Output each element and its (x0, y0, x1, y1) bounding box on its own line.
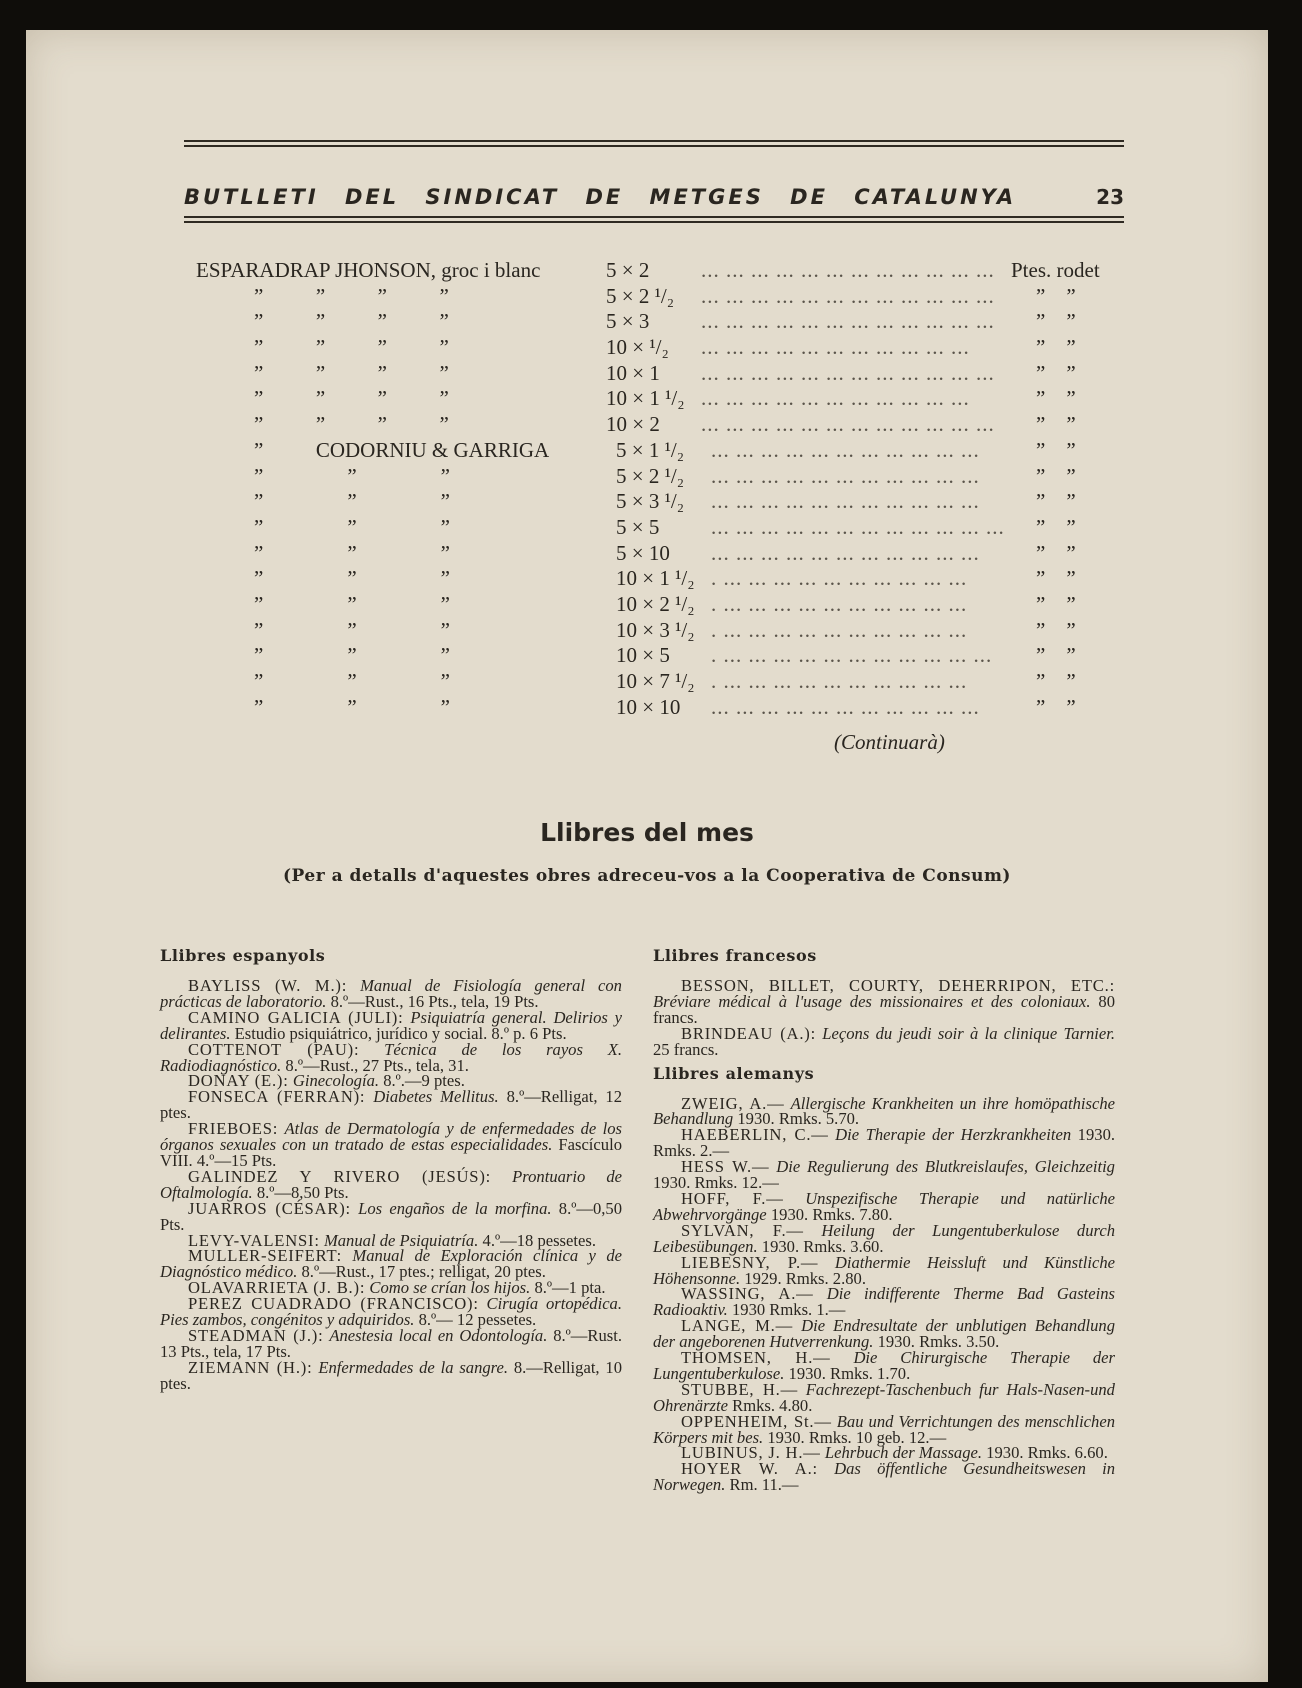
tape-row (196, 592, 1116, 618)
book-details: 1930. Rmks. 1.70. (788, 1363, 911, 1383)
book-title: Bréviare médical à l'usage des missionaires et des coloniaux. (653, 991, 1091, 1011)
book-entry (160, 1166, 623, 1202)
book-author: OPPENHEIM, St.— (681, 1411, 832, 1431)
book-details: 8.º—Rust., 27 Pts., tela, 31. (285, 1055, 469, 1075)
tape-price-list (196, 258, 1116, 720)
tape-size: 10 × 5 (616, 643, 670, 668)
french-books-heading: Llibres francesos (653, 946, 817, 965)
book-author: ZIEMANN (H.): (188, 1357, 313, 1377)
book-entry (160, 1248, 622, 1280)
book-entry (653, 1188, 1116, 1224)
book-title: Unspezifische Therapie und natürliche Abwehrvorgänge (653, 1188, 1116, 1224)
book-details: 8.º—1 pta. (534, 1278, 606, 1298)
book-title: Bau und Verrichtungen des menschlichen Körpers mit bes. (653, 1411, 1115, 1447)
tape-unit: ” ” (1036, 283, 1076, 308)
tape-size: 5 × 3 (606, 309, 650, 334)
tape-brand: ” ” ” ” (254, 283, 449, 308)
book-details: 80 francs. (653, 991, 1116, 1027)
french-books-list (653, 978, 1115, 1058)
book-details: 1930. Rmks. 6.60. (986, 1443, 1108, 1463)
book-author: LIEBESNY, P.— (681, 1252, 819, 1272)
tape-unit: Ptes. rodet (1011, 258, 1100, 282)
book-author: GALINDEZ Y RIVERO (JESÚS): (188, 1166, 492, 1186)
book-title: Técnica de los rayos X. Radiodiagnóstico. (160, 1039, 622, 1075)
book-title: Diabetes Mellitus. (373, 1087, 499, 1107)
section-title: Llibres del mes (540, 818, 754, 847)
book-details: 8.º—Rust. 13 Pts., tela, 17 Pts. (160, 1325, 622, 1361)
book-title: Anestesia local en Odontología. (329, 1325, 548, 1345)
tape-size: 5 × 2 ¹/₂ (606, 283, 675, 308)
tape-size: 5 × 5 (616, 514, 660, 539)
tape-unit: ” ” (1036, 335, 1076, 360)
book-entry (653, 1023, 1115, 1059)
book-entry (160, 1325, 622, 1361)
tape-unit: ” ” (1036, 591, 1076, 616)
tape-brand: ” ” ” (254, 489, 450, 514)
book-entry (653, 1461, 1115, 1493)
book-title: Diathermie Heissluft und Künstliche Höhensonne. (653, 1252, 1115, 1288)
book-details: 25 francs. (653, 1039, 719, 1059)
book-title: Manual de Psiquiatría. (323, 1230, 479, 1250)
book-author: OLAVARRIETA (J. B.): (188, 1278, 366, 1298)
leader-dots: ... ... ... ... ... ... ... ... ... ... ... ... (701, 258, 995, 282)
book-title: Como se crían los hijos. (369, 1278, 531, 1298)
tape-size: 10 × ¹/₂ (606, 335, 669, 360)
tape-brand: ” ” ” ” (254, 386, 449, 411)
tape-row (196, 386, 1116, 412)
book-entry (653, 1350, 1115, 1382)
tape-unit: ” ” (1036, 643, 1076, 668)
book-entry (653, 1159, 1115, 1191)
book-details: 8.º—Rust., 16 Pts., tela, 19 Pts. (330, 991, 539, 1011)
leader-dots: . ... ... ... ... ... ... ... ... ... ... (711, 617, 968, 642)
journal-title: BUTLLETI DEL SINDICAT DE METGES DE CATALUNYA (184, 185, 1017, 209)
book-title: Die Regulierung des Blutkreislaufes, Gleichzeitig (776, 1157, 1115, 1177)
spanish-books-list (160, 978, 622, 1392)
leader-dots: ... ... ... ... ... ... ... ... ... ... ... (711, 540, 980, 565)
book-author: FONSECA (FERRAN): (188, 1087, 366, 1107)
tape-size: 10 × 2 ¹/₂ (616, 591, 695, 616)
tape-unit: ” ” (1036, 540, 1076, 565)
book-author: ZWEIG, A.— (681, 1093, 785, 1113)
leader-dots: ... ... ... ... ... ... ... ... ... ... ... ... (701, 412, 995, 437)
tape-unit: ” ” (1036, 489, 1076, 514)
tape-row (196, 643, 1116, 669)
book-details: Estudio psiquiátrico, jurídico y social. 8.º p. 6 Pts. (234, 1023, 567, 1043)
book-author: HOYER W. A.: (681, 1459, 818, 1479)
book-author: PEREZ CUADRADO (FRANCISCO): (188, 1294, 479, 1314)
book-details: 8.—Relligat, 10 ptes. (160, 1357, 622, 1393)
book-title: Die indifferente Therme Bad Gasteins Radioaktiv. (653, 1284, 1116, 1320)
book-author: DONAY (E.): (188, 1071, 289, 1091)
book-title: Manual de Fisiología general con prácticas de laboratorio. (160, 976, 622, 1011)
book-entry (653, 1318, 1115, 1350)
tape-size: 5 × 2 ¹/₂ (616, 463, 685, 488)
tape-row (196, 309, 1116, 335)
tape-unit: ” ” (1036, 463, 1076, 488)
tape-brand: ” ” ” ” (254, 309, 449, 334)
tape-unit: ” ” (1036, 437, 1076, 462)
tape-row (196, 258, 1116, 284)
book-details: 1930. Rmks. 3.50. (877, 1332, 1000, 1352)
book-details: 8.º—8,50 Pts. (256, 1182, 349, 1202)
book-details: 8.º—Relligat, 12 ptes. (160, 1087, 622, 1123)
tape-row (196, 335, 1116, 361)
tape-brand: ” ” ” ” (254, 360, 449, 385)
tape-size: 10 × 1 (606, 360, 660, 385)
column-left (160, 948, 622, 1392)
book-details: 1930. Rmks. 5.70. (737, 1109, 860, 1129)
leader-dots: ... ... ... ... ... ... ... ... ... ... ... (711, 437, 980, 462)
book-details: 8.º—0,50 Pts. (160, 1198, 623, 1234)
book-author: BESSON, BILLET, COURTY, DEHERRIPON, ETC.: (681, 976, 1115, 995)
book-details: Rm. 11.— (729, 1475, 799, 1495)
leader-dots: ... ... ... ... ... ... ... ... ... ... ... ... (701, 360, 995, 385)
tape-brand: ” ” ” (254, 514, 450, 539)
book-author: SYLVAN, F.— (681, 1220, 804, 1240)
book-author: HESS W.— (681, 1157, 770, 1177)
tape-row (196, 438, 1116, 464)
tape-brand: ” CODORNIU & GARRIGA (254, 437, 550, 462)
tape-size: 10 × 1 ¹/₂ (616, 566, 695, 591)
tape-size: 5 × 2 (606, 258, 650, 282)
book-entry (653, 1093, 1115, 1129)
tape-unit: ” ” (1036, 566, 1076, 591)
leader-dots: ... ... ... ... ... ... ... ... ... ... ... ... (711, 514, 1005, 539)
tape-row (196, 284, 1116, 310)
book-title: Manual de Exploración clínica y de Diagnóstico médico. (160, 1246, 622, 1282)
column-right (653, 948, 1115, 1493)
book-details: 4.º—18 pessetes. (482, 1230, 596, 1250)
leader-dots: . ... ... ... ... ... ... ... ... ... ... (711, 591, 968, 616)
running-header (184, 182, 1124, 212)
leader-dots: ... ... ... ... ... ... ... ... ... ... ... (711, 694, 980, 719)
tape-brand: ” ” ” ” (254, 335, 449, 360)
page-number: 23 (1096, 185, 1124, 209)
book-details: 1930. Rmks. 10 geb. 12.— (767, 1427, 947, 1447)
tape-row (196, 566, 1116, 592)
book-details: 1930 Rmks. 1.— (731, 1300, 846, 1320)
leader-dots: ... ... ... ... ... ... ... ... ... ... ... (711, 489, 980, 514)
tape-brand: ” ” ” (254, 591, 450, 616)
leader-dots: ... ... ... ... ... ... ... ... ... ... ... (701, 335, 970, 360)
tape-brand: ” ” ” (254, 463, 450, 488)
tape-row (196, 669, 1116, 695)
book-details: 8.º.—9 ptes. (383, 1071, 465, 1091)
book-entry (160, 1357, 622, 1393)
book-details: 1930. Rmks. 12.— (653, 1173, 779, 1193)
leader-dots: . ... ... ... ... ... ... ... ... ... ... (711, 566, 968, 591)
tape-unit: ” ” (1036, 309, 1076, 334)
leader-dots: ... ... ... ... ... ... ... ... ... ... ... (711, 463, 980, 488)
book-title: Cirugía ortopédica. Pies zambos, congénitos y adquiridos. (160, 1294, 623, 1330)
book-author: THOMSEN, H.— (681, 1348, 831, 1368)
book-title: Ginecología. (292, 1071, 380, 1091)
tape-brand: ” ” ” (254, 566, 450, 591)
book-title: Leçons du jeudi soir à la clinique Tarnier. (822, 1023, 1115, 1043)
tape-unit: ” ” (1036, 669, 1076, 693)
book-author: MULLER-SEIFERT: (188, 1246, 342, 1266)
tape-brand: ” ” ” (254, 643, 450, 668)
book-entry (160, 1007, 622, 1043)
book-entry (653, 1411, 1115, 1447)
leader-dots: ... ... ... ... ... ... ... ... ... ... ... ... (701, 283, 995, 308)
tape-size: 10 × 1 ¹/₂ (606, 386, 685, 411)
book-entry (653, 1220, 1115, 1256)
tape-size: 10 × 7 ¹/₂ (616, 669, 695, 693)
german-books-heading: Llibres alemanys (653, 1063, 815, 1083)
book-details: 1930. Rmks. 2.— (653, 1125, 1116, 1161)
header-rule-bottom (184, 216, 1124, 226)
book-title: Die Chirurgische Therapie der Lungentuberkulose. (653, 1348, 1115, 1383)
tape-brand: ESPARADRAP JHONSON, groc i blanc (196, 258, 541, 282)
book-entry (653, 1127, 1115, 1159)
book-title: Lehrbuch der Massage. (824, 1443, 983, 1463)
book-title: Los engaños de la morfina. (358, 1198, 552, 1218)
book-title: Psiquiatría general. Delirios y delirantes. (160, 1007, 622, 1043)
leader-dots: ... ... ... ... ... ... ... ... ... ... ... (701, 386, 970, 411)
tape-row (196, 541, 1116, 567)
book-entry (160, 1296, 622, 1328)
book-entry (653, 1379, 1115, 1415)
book-entry (653, 978, 1115, 1026)
book-details: 1930. Rmks. 7.80. (770, 1204, 893, 1224)
book-author: STUBBE, H.— (681, 1379, 799, 1399)
book-entry (160, 1198, 623, 1234)
book-details: Fascículo VIII. 4.º—15 Pts. (160, 1135, 622, 1170)
book-title: Die Endresultate der unblutigen Behandlung der angeborenen Hutverrenkung. (653, 1316, 1115, 1352)
book-author: LEVY-VALENSI: (188, 1230, 320, 1250)
book-title: Allergische Krankheiten un ihre homöpathische Behandlung (653, 1093, 1115, 1129)
tape-size: 10 × 3 ¹/₂ (616, 617, 695, 642)
book-entry (160, 1039, 622, 1075)
book-title: Das öffentliche Gesundheitswesen in Norwegen. (653, 1459, 1115, 1495)
book-details: Rmks. 4.80. (732, 1395, 813, 1415)
book-title: Fachrezept-Taschenbuch fur Hals-Nasen-und Ohrenärzte (653, 1379, 1115, 1415)
book-entry (160, 1089, 622, 1121)
leader-dots: . ... ... ... ... ... ... ... ... ... ... ... (711, 643, 993, 668)
book-entry (653, 1252, 1115, 1288)
tape-unit: ” ” (1036, 412, 1076, 437)
header-rule-top (184, 140, 1124, 150)
tape-unit: ” ” (1036, 514, 1076, 539)
book-author: WASSING, A.— (681, 1284, 814, 1304)
tape-row (196, 489, 1116, 515)
book-author: STEADMAN (J.): (188, 1325, 324, 1345)
book-details: 8.º—Rust., 17 ptes.; relligat, 20 ptes. (301, 1262, 546, 1282)
book-author: BAYLISS (W. M.): (188, 976, 348, 995)
tape-unit: ” ” (1036, 386, 1076, 411)
book-title: Die Therapie der Herzkrankheiten (835, 1125, 1072, 1145)
leader-dots: ... ... ... ... ... ... ... ... ... ... ... ... (701, 309, 995, 334)
book-author: CAMINO GALICIA (JULI): (188, 1007, 404, 1027)
book-author: LUBINUS, J. H.— (681, 1443, 821, 1463)
book-author: COTTENOT (PAU): (188, 1039, 360, 1059)
tape-row (196, 618, 1116, 644)
tape-row (196, 412, 1116, 438)
tape-row (196, 464, 1116, 490)
continued-note: (Continuarà) (834, 730, 945, 754)
book-author: JUARROS (CÉSAR): (188, 1198, 351, 1218)
tape-brand: ” ” ” (254, 694, 450, 719)
leader-dots: . ... ... ... ... ... ... ... ... ... ... (711, 669, 968, 693)
book-title: Prontuario de Oftalmología. (160, 1166, 623, 1202)
tape-brand: ” ” ” (254, 540, 450, 565)
book-author: LANGE, M.— (681, 1316, 793, 1336)
book-details: 8.º— 12 pessetes. (418, 1310, 537, 1330)
book-author: HAEBERLIN, C.— (681, 1125, 829, 1145)
book-author: BRINDEAU (A.): (681, 1023, 817, 1043)
book-title: Enfermedades de la sangre. (318, 1357, 509, 1377)
tape-brand: ” ” ” ” (254, 412, 449, 437)
book-title: Atlas de Dermatología y de enfermedades de los órganos sexuales con un tratado de estas especialidades. (160, 1119, 622, 1155)
tape-unit: ” ” (1036, 617, 1076, 642)
section-subtitle: (Per a detalls d'aquestes obres adreceu-vos a la Cooperativa de Consum) (283, 866, 1011, 886)
tape-unit: ” ” (1036, 694, 1076, 719)
tape-size: 5 × 10 (616, 540, 670, 565)
book-entry (653, 1286, 1115, 1318)
tape-row (196, 515, 1116, 541)
book-author: HOFF, F.— (681, 1188, 784, 1208)
tape-size: 5 × 3 ¹/₂ (616, 489, 685, 514)
tape-size: 10 × 10 (616, 694, 681, 719)
book-title: Heilung der Lungentuberkulose durch Leibesübungen. (653, 1220, 1115, 1256)
tape-brand: ” ” ” (254, 669, 450, 693)
tape-size: 5 × 1 ¹/₂ (616, 437, 685, 462)
book-entry (160, 1121, 622, 1169)
tape-row (196, 695, 1116, 721)
book-details: 1930. Rmks. 3.60. (761, 1236, 884, 1256)
book-details: 1929. Rmks. 2.80. (744, 1268, 866, 1288)
spanish-books-heading: Llibres espanyols (160, 946, 326, 965)
book-author: FRIEBOES: (188, 1119, 279, 1139)
tape-row (196, 361, 1116, 387)
german-books-list (653, 1093, 1116, 1495)
tape-unit: ” ” (1036, 360, 1076, 385)
tape-size: 10 × 2 (606, 412, 660, 437)
book-entry (160, 978, 622, 1010)
page-sheet (26, 30, 1268, 1682)
tape-brand: ” ” ” (254, 617, 450, 642)
